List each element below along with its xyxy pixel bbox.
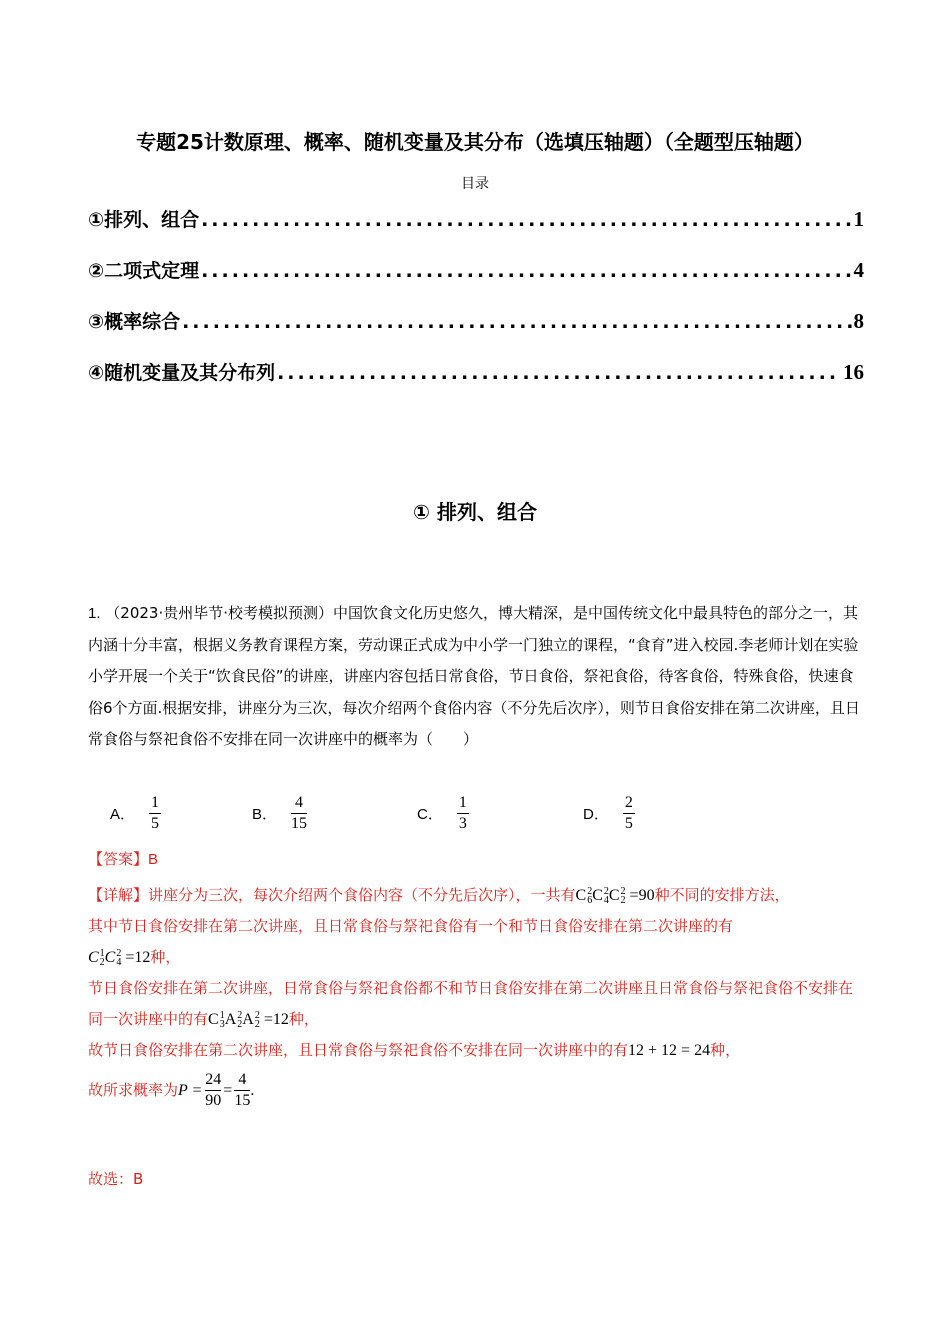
detail-line-3	[88, 973, 864, 1035]
fraction-denominator: 5	[624, 814, 633, 832]
option-fraction	[457, 793, 469, 834]
detail-text: 讲座分为三次，每次介绍两个食俗内容（不分先后次序），一共有	[148, 886, 576, 904]
detail-text: 种，	[288, 1010, 319, 1028]
toc-entry[interactable]	[88, 256, 864, 307]
toc-entry-label: ④随机变量及其分布列	[88, 362, 276, 384]
answer-options	[110, 788, 810, 838]
fraction-denominator: 15	[234, 1092, 251, 1109]
detail-text: 故节日食俗安排在第二次讲座，且日常食俗与祭祀食俗不安排在同一次讲座中的有	[88, 1041, 629, 1059]
fraction-numerator: 1	[151, 793, 160, 811]
answer-label: 【答案】	[88, 850, 149, 868]
toc-leader-dots	[201, 260, 851, 282]
toc-entry[interactable]	[88, 205, 864, 256]
detail-text: 节日食俗安排在第二次讲座，日常食俗与祭祀食俗都不和节日食俗安排在第二次讲座且日常食俗与祭祀食俗不安排在同一次讲座中的有	[88, 979, 854, 1028]
detail-label: 【详解】	[88, 886, 149, 904]
question-number: 1.	[88, 605, 101, 622]
toc-entry-label: ③概率综合	[88, 311, 181, 333]
option-a[interactable]	[110, 788, 161, 838]
fraction	[234, 1070, 250, 1111]
table-of-contents	[88, 205, 864, 409]
probability-formula: P = $\frac{24}{90}$ = $\frac{4}{15}$ .	[178, 1071, 255, 1109]
question-source: （2023·贵州毕节·校考模拟预测）	[105, 604, 334, 622]
toc-entry-page: 4	[853, 258, 864, 282]
formula-result: =12	[125, 949, 151, 966]
detail-text: 种不同的安排方法，	[654, 886, 790, 904]
sum-formula: 12 + 12 = 24	[628, 1042, 711, 1059]
detail-text: 种，	[710, 1041, 741, 1059]
detail-text: 其中节日食俗安排在第二次讲座，且日常食俗与祭祀食俗有一个和节日食俗安排在第二次讲座的有	[88, 917, 734, 935]
fraction-numerator: 24	[205, 1071, 222, 1088]
option-c[interactable]	[417, 788, 469, 838]
option-d[interactable]	[583, 788, 635, 838]
formula-result: =12	[263, 1011, 289, 1028]
combination-formula: C 1 2 C 2 4 =12	[88, 948, 151, 969]
toc-entry-label: ①排列、组合	[88, 209, 200, 231]
question-body: 中国饮食文化历史悠久，博大精深，是中国传统文化中最具特色的部分之一，其内涵十分丰富，根据义务教育课程方案，劳动课正式成为中小学一门独立的课程，“食育”进入校园.李老师计划在实验小学开展一个关于“饮食民俗”的讲座，讲座内容包括日常食俗，节日食俗，祭祀食俗，待客食俗，特殊食俗，快速食俗6个方面.根据安排，讲座分为三次，每次介绍两个食俗内容（不分先后次序），则节日食俗安排在第二次讲座，且日常食俗与祭祀食俗不安排在同一次讲座中的概率为（ ）	[88, 604, 860, 748]
toc-entry-page: 8	[853, 309, 864, 333]
option-letter: B．	[252, 805, 278, 823]
fraction-denominator: 15	[291, 814, 308, 832]
detail-line-2	[88, 911, 864, 973]
fraction-numerator: 1	[458, 793, 467, 811]
toc-entry-page: 1	[853, 207, 864, 231]
option-fraction	[149, 793, 161, 834]
toc-entry[interactable]	[88, 307, 864, 358]
toc-entry-page: 16	[843, 360, 864, 384]
option-letter: D．	[583, 805, 609, 823]
answer-line	[88, 846, 158, 873]
toc-entry[interactable]	[88, 358, 864, 409]
fraction-numerator: 4	[295, 793, 304, 811]
option-fraction	[291, 793, 307, 834]
document-title: 专题25计数原理、概率、随机变量及其分布（选填压轴题）（全题型压轴题）	[136, 130, 814, 154]
option-fraction	[623, 793, 635, 834]
fraction-denominator: 5	[151, 814, 160, 832]
option-letter: C．	[417, 805, 443, 823]
final-answer: 故选：B	[88, 1170, 144, 1188]
option-letter: A．	[110, 805, 136, 823]
detail-text: 故所求概率为	[88, 1081, 179, 1099]
toc-heading: 目录	[461, 176, 489, 192]
toc-leader-dots	[182, 311, 851, 333]
toc-entry-label: ②二项式定理	[88, 260, 200, 282]
section-heading: ① 排列、组合	[413, 500, 537, 524]
fraction-numerator: 4	[238, 1071, 247, 1088]
toc-leader-dots	[277, 362, 841, 384]
fraction-denominator: 3	[458, 814, 467, 832]
question-text	[88, 598, 864, 756]
fraction-denominator: 90	[205, 1092, 222, 1109]
detail-line-5	[88, 1070, 864, 1111]
toc-leader-dots	[201, 209, 851, 231]
fraction	[205, 1070, 221, 1111]
answer-value: B	[148, 851, 159, 868]
combination-formula: C 2 6 C 2 4 C 2 2 =90	[575, 886, 655, 907]
detail-text: 种，	[150, 948, 181, 966]
combination-formula: C 1 3 A 2 2 A 2 2 =12	[208, 1010, 289, 1031]
detail-line-4	[88, 1035, 864, 1066]
option-b[interactable]	[252, 788, 307, 838]
formula-result: =90	[629, 887, 655, 904]
fraction-numerator: 2	[624, 793, 633, 811]
detail-line-1	[88, 880, 864, 911]
probability-symbol: P =	[178, 1082, 203, 1099]
solution-detail	[88, 880, 864, 1111]
